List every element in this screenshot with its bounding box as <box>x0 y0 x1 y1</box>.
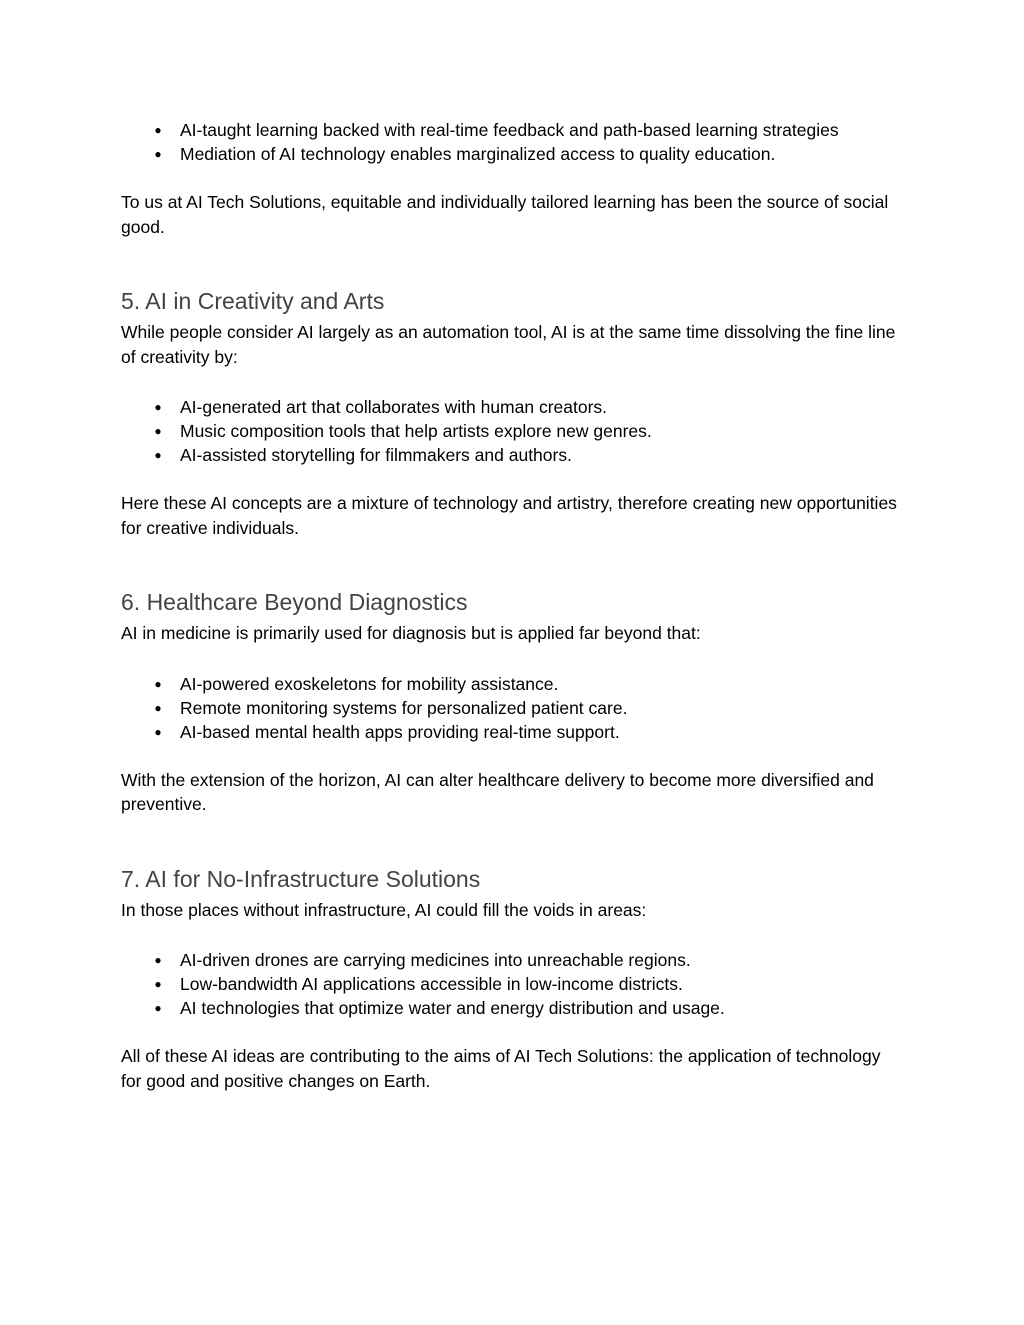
list-item-text: AI-taught learning backed with real-time feedback and path-based learning strategies <box>180 120 839 140</box>
section-heading-no-infrastructure: 7. AI for No-Infrastructure Solutions <box>121 865 481 892</box>
bullet-icon: ● <box>154 400 162 414</box>
bullet-icon: ● <box>154 448 162 462</box>
bullet-icon: ● <box>154 1001 162 1015</box>
list-item <box>121 972 901 996</box>
bullet-icon: ● <box>154 977 162 991</box>
list-item <box>121 419 901 443</box>
bullet-icon: ● <box>154 147 162 161</box>
list-item-text: AI-based mental health apps providing real-time support. <box>180 721 620 742</box>
list-item <box>121 443 901 467</box>
list-item-text: AI-generated art that collaborates with human creators. <box>180 397 608 417</box>
list-item <box>121 696 901 720</box>
section-lead-paragraph: AI in medicine is primarily used for diagnosis but is applied far beyond that: <box>121 623 701 643</box>
list-item <box>121 395 901 419</box>
healthcare-bullet-list <box>121 672 901 744</box>
bullet-icon: ● <box>154 123 162 137</box>
list-item-text: AI-powered exoskeletons for mobility assistance. <box>180 673 559 694</box>
list-item-text: AI technologies that optimize water and energy distribution and usage. <box>180 998 725 1018</box>
section-lead-paragraph: In those places without infrastructure, AI could fill the voids in areas: <box>121 899 647 920</box>
section-heading-creativity: 5. AI in Creativity and Arts <box>121 288 385 314</box>
section-closing-paragraph: With the extension of the horizon, AI can alter healthcare delivery to become more diversified and preventive. <box>121 769 874 814</box>
bullet-icon: ● <box>154 700 162 715</box>
section-heading-healthcare: 6. Healthcare Beyond Diagnostics <box>121 589 468 615</box>
list-item <box>121 720 901 744</box>
list-item <box>121 948 901 972</box>
bullet-icon: ● <box>154 953 162 967</box>
document-content <box>121 118 901 1093</box>
list-item <box>121 672 901 696</box>
bullet-icon: ● <box>154 424 162 438</box>
bullet-icon: ● <box>154 676 162 691</box>
list-item-text: AI-assisted storytelling for filmmakers and authors. <box>180 445 572 465</box>
intro-closing-paragraph: To us at AI Tech Solutions, equitable and individually tailored learning has been the source of social good. <box>121 192 889 237</box>
list-item-text: Low-bandwidth AI applications accessible in low-income districts. <box>180 974 683 994</box>
list-item-text: AI-driven drones are carrying medicines into unreachable regions. <box>180 950 691 970</box>
infrastructure-bullet-list <box>121 948 901 1020</box>
bullet-icon: ● <box>154 724 162 739</box>
section-closing-paragraph: Here these AI concepts are a mixture of technology and artistry, therefore creating new opportunities for creative individuals. <box>121 493 897 538</box>
list-item-text: Mediation of AI technology enables marginalized access to quality education. <box>180 144 776 164</box>
list-item <box>121 142 901 166</box>
list-item <box>121 118 901 142</box>
intro-bullet-list <box>121 118 901 166</box>
list-item-text: Remote monitoring systems for personalized patient care. <box>180 697 628 718</box>
creativity-bullet-list <box>121 395 901 467</box>
list-item <box>121 996 901 1020</box>
list-item-text: Music composition tools that help artists explore new genres. <box>180 421 652 441</box>
section-lead-paragraph: While people consider AI largely as an automation tool, AI is at the same time dissolving the fine line of creativity by: <box>121 322 896 367</box>
section-closing-paragraph: All of these AI ideas are contributing to the aims of AI Tech Solutions: the application of technology for good and positive changes on Earth. <box>121 1046 881 1091</box>
